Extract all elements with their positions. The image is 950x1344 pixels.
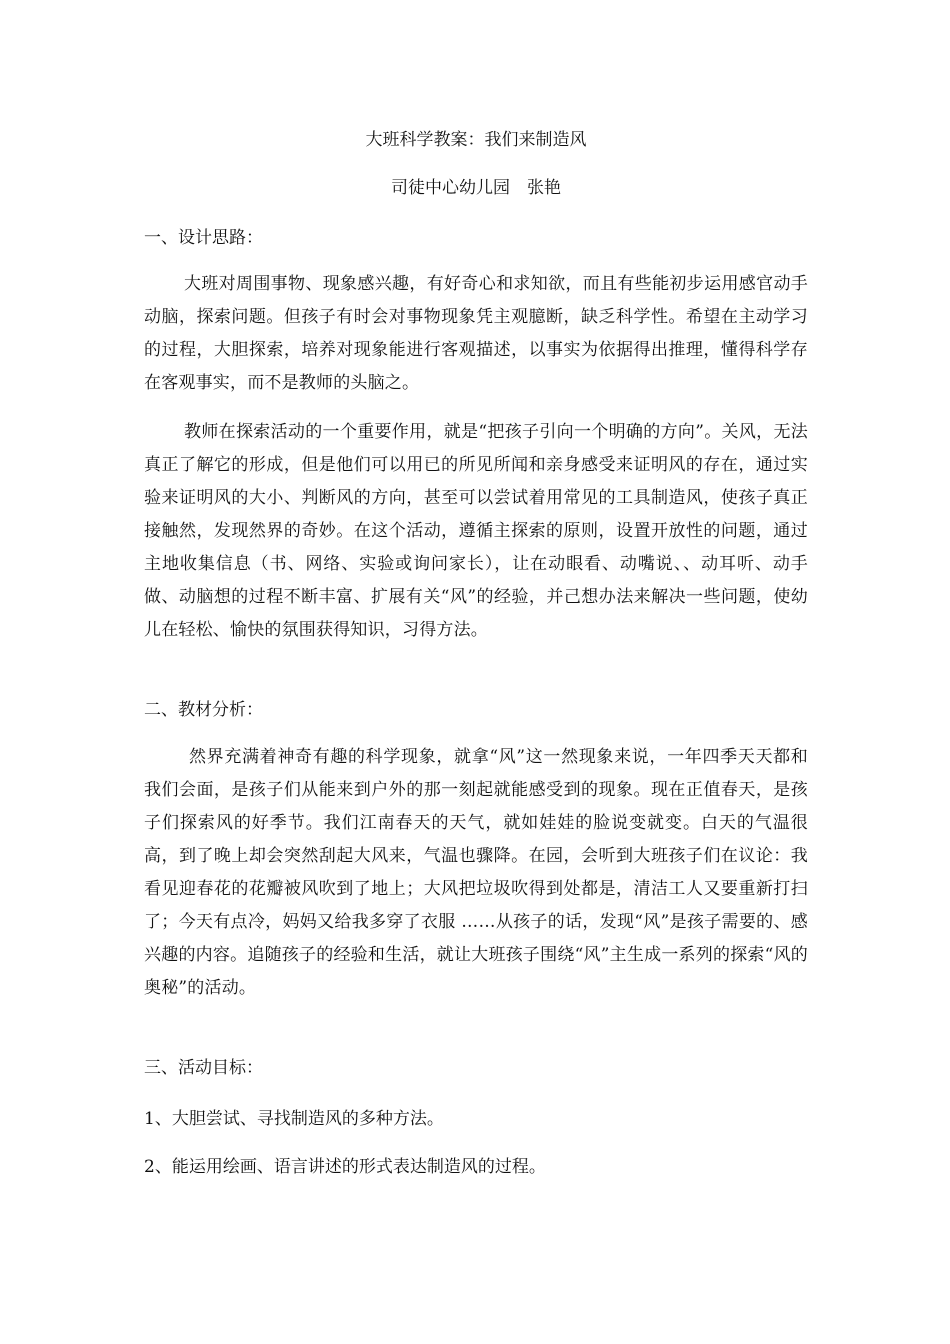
author-line: 司徒中心幼儿园 张艳 [391,178,561,198]
design-paragraph-2: 教师在探索活动的一个重要作用，就是“把孩子引向一个明确的方向”。关风，无法真正了解它的形成，但是他们可以用已的所见所闻和亲身感受来证明风的存在，通过实验来证明风的大小、判断风的方向，甚至可以尝试着用常见的工具制造风，使孩子真正接触然，发现然界的奇妙。在这个活动，遵循主探索的原则，设置开放性的问题，通过主地收集信息（书、网络、实验或询问家长），让在动眼看、动嘴说、、动耳听、动手做、动脑想的过程不断丰富、扩展有关“风”的经验，并己想办法来解决一些问题，使幼儿在轻松、愉快的氛围获得知识，习得方法。 [144,422,808,640]
section-heading-design: 一、设计思路： [144,228,263,248]
section-heading-goals: 三、活动目标： [144,1058,263,1078]
document-title: 大班科学教案：我们来制造风 [365,130,587,150]
goal-item-2: 2、能运用绘画、语言讲述的形式表达制造风的过程。 [144,1157,546,1177]
section-heading-analysis: 二、教材分析： [144,700,263,720]
design-paragraph-1: 大班对周围事物、现象感兴趣，有好奇心和求知欲，而且有些能初步运用感官动手动脑，探索问题。但孩子有时会对事物现象凭主观臆断，缺乏科学性。希望在主动学习的过程，大胆探索，培养对现象能进行客观描述，以事实为依据得出推理，懂得科学存在客观事实，而不是教师的头脑之。 [144,274,808,393]
analysis-paragraph-1: 然界充满着神奇有趣的科学现象，就拿“风”这一然现象来说，一年四季天天都和我们会面，是孩子们从能来到户外的那一刻起就能感受到的现象。现在正值春天，是孩子们探索风的好季节。我们江南春天的天气，就如娃娃的脸说变就变。白天的气温很高，到了晚上却会突然刮起大风来，气温也骤降。在园，会听到大班孩子们在议论：我看见迎春花的花瓣被风吹到了地上；大风把垃圾吹得到处都是，清洁工人又要重新打扫了；今天有点冷，妈妈又给我多穿了衣服 ……从孩子的话，发现“风”是孩子需要的、感兴趣的内容。追随孩子的经验和生活，就让大班孩子围绕“风”主生成一系列的探索“风的奥秘”的活动。 [144,747,808,998]
goal-item-1: 1、大胆尝试、寻找制造风的多种方法。 [144,1109,444,1129]
